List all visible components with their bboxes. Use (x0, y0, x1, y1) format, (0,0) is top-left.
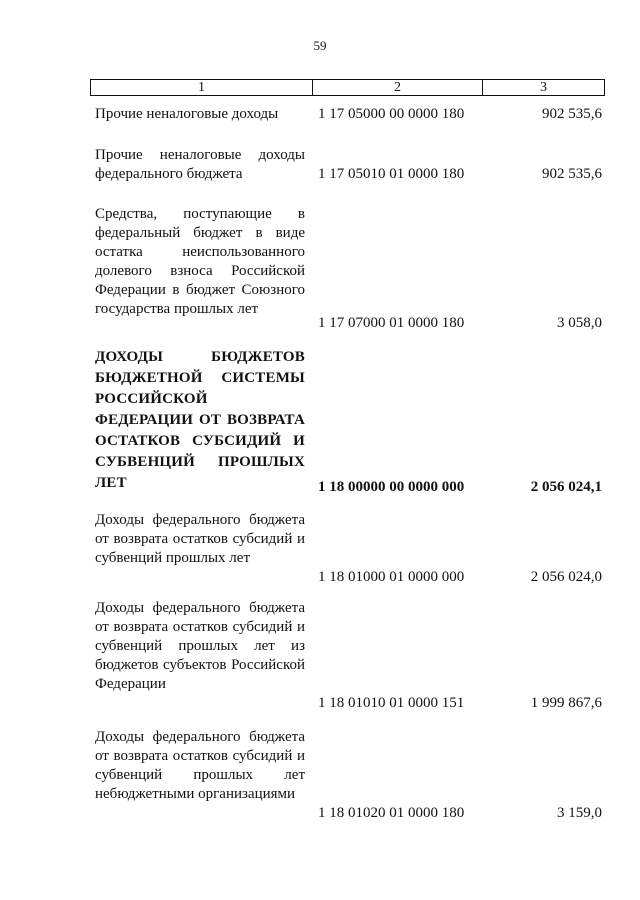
row-amount: 2 056 024,1 (530, 479, 602, 495)
row-description: Средства, поступающие в федеральный бюджет в виде остатка неиспользованного долевого взноса Российской Федерации в бюджет Союзного государства прошлых лет (95, 206, 305, 317)
column-header-row (90, 79, 605, 96)
row-description: Прочие неналоговые доходы (95, 106, 279, 122)
row-code: 1 18 01020 01 0000 180 (318, 805, 465, 821)
row-code: 1 18 01010 01 0000 151 (318, 695, 465, 711)
row-amount: 902 535,6 (542, 166, 602, 182)
row-amount: 1 999 867,6 (530, 695, 602, 711)
column-header-2: 2 (313, 80, 483, 96)
row-amount: 902 535,6 (542, 106, 602, 122)
row-description: Доходы федерального бюджета от возврата остатков субсидий и субвенций прошлых лет небюджетными организациями (95, 729, 305, 802)
row-amount: 3 159,0 (557, 805, 602, 821)
page-number: 59 (313, 38, 327, 53)
column-header-1: 1 (91, 80, 313, 96)
row-description: Прочие неналоговые доходы федерального бюджета (95, 147, 305, 182)
row-code: 1 18 00000 00 0000 000 (318, 479, 465, 495)
row-amount: 2 056 024,0 (530, 569, 602, 585)
row-code: 1 17 07000 01 0000 180 (318, 315, 465, 331)
row-description: Доходы федерального бюджета от возврата остатков субсидий и субвенций прошлых лет (95, 512, 305, 566)
row-amount: 3 058,0 (557, 315, 602, 331)
column-header-3: 3 (483, 80, 605, 96)
row-code: 1 17 05000 00 0000 180 (318, 106, 465, 122)
row-description: ДОХОДЫ БЮДЖЕТОВ БЮДЖЕТНОЙ СИСТЕМЫ РОССИЙСКОЙ ФЕДЕРАЦИИ ОТ ВОЗВРАТА ОСТАТКОВ СУБСИДИЙ И СУБВЕНЦИЙ ПРОШЛЫХ ЛЕТ (95, 349, 305, 491)
row-code: 1 18 01000 01 0000 000 (318, 569, 465, 585)
row-code: 1 17 05010 01 0000 180 (318, 166, 465, 182)
row-description: Доходы федерального бюджета от возврата остатков субсидий и субвенций прошлых лет из бюджетов субъектов Российской Федерации (95, 600, 305, 692)
